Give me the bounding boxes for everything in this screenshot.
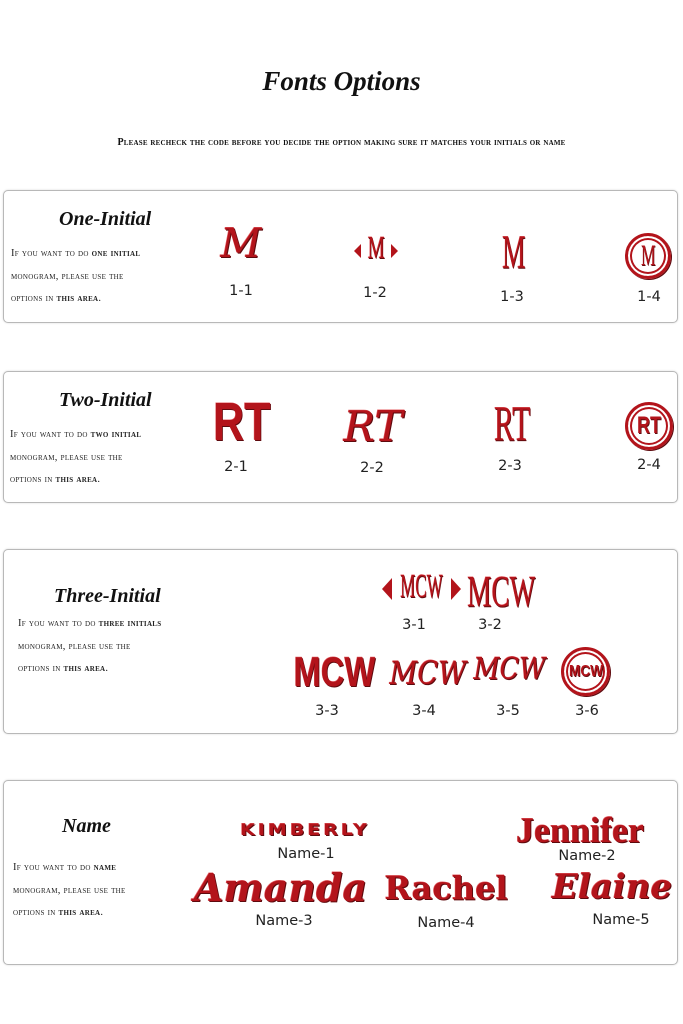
one-initial-panel [3, 190, 678, 323]
diamond-right-icon [451, 578, 461, 600]
option-code-2-2: 2-2 [360, 460, 384, 476]
recheck-notice: Please recheck the code before you decide the option making sure it matches your initials or name [117, 137, 566, 148]
name-description: If you want to do name monogram, please use the options in this area. [13, 862, 126, 918]
monogram-sample-1-1: M [220, 221, 262, 267]
option-code-2-4: 2-4 [637, 457, 661, 473]
name-title: Name [62, 815, 111, 837]
two-initial-description: If you want to do two initial monogram, please use the options in this area. [10, 429, 142, 485]
name-sample-4: Rachel [384, 869, 508, 907]
one-initial-description: If you want to do one initial monogram, please use the options in this area. [11, 248, 141, 304]
name-code-4: Name-4 [417, 915, 475, 931]
name-sample-2: Jennifer [516, 810, 644, 850]
name-code-2: Name-2 [558, 848, 616, 864]
option-code-1-1: 1-1 [229, 283, 253, 299]
monogram-sample-3-2: MCW [467, 567, 536, 616]
option-code-1-4: 1-4 [637, 289, 661, 305]
three-initial-title: Three-Initial [54, 585, 161, 607]
option-code-3-3: 3-3 [315, 703, 339, 719]
monogram-sample-2-1: RT [213, 392, 271, 452]
monogram-sample-3-6: MCW [561, 647, 610, 696]
option-code-1-3: 1-3 [500, 289, 524, 305]
diamond-right-icon [391, 244, 398, 258]
name-code-3: Name-3 [255, 913, 313, 929]
option-code-2-3: 2-3 [498, 458, 522, 474]
option-code-2-1: 2-1 [224, 459, 248, 475]
name-code-1: Name-1 [277, 846, 335, 862]
option-code-3-2: 3-2 [478, 617, 502, 633]
monogram-sample-1-2: M [354, 229, 396, 266]
two-initial-title: Two-Initial [59, 389, 152, 411]
option-code-3-6: 3-6 [575, 703, 599, 719]
three-initial-panel [3, 549, 678, 734]
monogram-sample-3-1: MCW [382, 568, 446, 606]
name-sample-5: Elaine [551, 867, 673, 907]
page-title: Fonts Options [262, 66, 421, 96]
two-initial-panel [3, 371, 678, 503]
diamond-left-icon [354, 244, 361, 258]
option-code-3-1: 3-1 [402, 617, 426, 633]
name-panel [3, 780, 678, 965]
monogram-sample-2-2: RT [343, 402, 403, 451]
monogram-sample-3-5: MCW [473, 652, 546, 687]
monogram-sample-2-4: RT [625, 402, 673, 450]
monogram-sample-1-3: M [502, 226, 526, 279]
monogram-sample-3-4: MCW [389, 654, 467, 692]
monogram-sample-3-3: MCW [293, 648, 376, 695]
option-code-3-4: 3-4 [412, 703, 436, 719]
option-code-1-2: 1-2 [363, 285, 387, 301]
name-code-5: Name-5 [592, 912, 650, 928]
name-sample-3: Amanda [194, 865, 368, 910]
option-code-3-5: 3-5 [496, 703, 520, 719]
name-sample-1: KIMBERLY [240, 820, 370, 840]
monogram-sample-1-4: M [625, 233, 671, 279]
one-initial-title: One-Initial [59, 208, 152, 230]
monogram-sample-2-3: RT [494, 395, 531, 451]
three-initial-description: If you want to do three initials monogram, please use the options in this area. [18, 618, 162, 674]
diamond-left-icon [382, 578, 392, 600]
